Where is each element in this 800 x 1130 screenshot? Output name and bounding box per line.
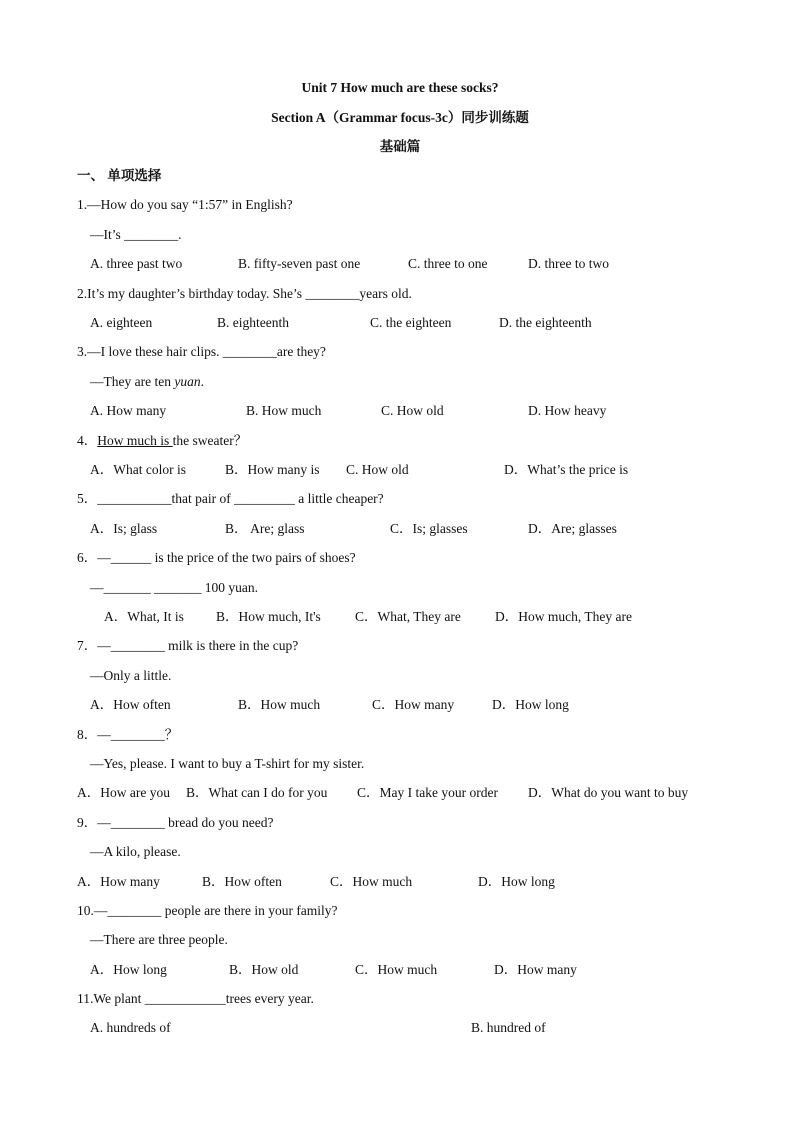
option-d[interactable]: D．How long bbox=[492, 697, 569, 712]
option-c[interactable]: C．How much bbox=[355, 962, 438, 977]
question-stem: 5．___________that pair of _________ a little cheaper? bbox=[77, 491, 384, 506]
option-d[interactable]: D. How heavy bbox=[528, 403, 607, 418]
option-d[interactable]: D. three to two bbox=[528, 256, 609, 271]
option-d[interactable]: D．What’s the price is bbox=[504, 462, 629, 477]
option-a[interactable]: A. three past two bbox=[90, 256, 183, 271]
option-c[interactable]: C. How old bbox=[381, 403, 444, 418]
option-d[interactable]: D．How much, They are bbox=[495, 609, 632, 624]
option-b[interactable]: B．What can I do for you bbox=[186, 785, 328, 800]
question-reply: —It’s ________. bbox=[90, 227, 182, 242]
question-stem: 8．—________？ bbox=[77, 727, 179, 742]
reply-currency: yuan bbox=[174, 374, 201, 389]
question-stem: 2.It’s my daughter’s birthday today. She’s ________years old. bbox=[77, 286, 412, 301]
question-stem: 10.—________ people are there in your family? bbox=[77, 903, 338, 918]
option-b[interactable]: B．How often bbox=[202, 874, 282, 889]
option-b[interactable]: B. How much bbox=[246, 403, 322, 418]
option-d[interactable]: D．How many bbox=[494, 962, 577, 977]
question-stem: 1.—How do you say “1:57” in English? bbox=[77, 197, 293, 212]
option-c[interactable]: C．Is; glasses bbox=[390, 521, 468, 536]
question-stem: 9．—________ bread do you need? bbox=[77, 815, 274, 830]
option-b[interactable]: B. eighteenth bbox=[217, 315, 289, 330]
option-b[interactable]: B．How many is bbox=[225, 462, 320, 477]
option-c[interactable]: C. the eighteen bbox=[370, 315, 452, 330]
option-a[interactable]: A．What color is bbox=[90, 462, 186, 477]
option-a[interactable]: A. hundreds of bbox=[90, 1020, 171, 1035]
question-stem: 11.We plant ____________trees every year. bbox=[77, 991, 314, 1006]
question-reply: —Only a little. bbox=[90, 668, 172, 683]
question-reply: —Yes, please. I want to buy a T-shirt for my sister. bbox=[90, 756, 365, 771]
option-b[interactable]: B. fifty-seven past one bbox=[238, 256, 361, 271]
option-d[interactable]: D．How long bbox=[478, 874, 555, 889]
level-label: 基础篇 bbox=[379, 139, 421, 154]
option-a[interactable]: A. eighteen bbox=[90, 315, 153, 330]
stem-number: 4． bbox=[77, 433, 98, 448]
option-c[interactable]: C．May I take your order bbox=[357, 785, 498, 800]
option-b[interactable]: B．How much, It's bbox=[216, 609, 321, 624]
option-d[interactable]: D．What do you want to buy bbox=[528, 785, 689, 800]
option-a[interactable]: A. How many bbox=[90, 403, 167, 418]
option-a[interactable]: A．How are you bbox=[77, 785, 170, 800]
option-b[interactable]: B． Are; glass bbox=[225, 521, 305, 536]
option-b[interactable]: B．How much bbox=[238, 697, 321, 712]
option-a[interactable]: A．How long bbox=[90, 962, 167, 977]
option-a[interactable]: A．What, It is bbox=[104, 609, 184, 624]
option-c[interactable]: C．How many bbox=[372, 697, 455, 712]
stem-rest: the sweater？ bbox=[172, 433, 248, 448]
section-heading: 一、 单项选择 bbox=[77, 168, 162, 183]
option-a[interactable]: A．How many bbox=[77, 874, 160, 889]
option-c[interactable]: C. three to one bbox=[408, 256, 488, 271]
option-d[interactable]: D. the eighteenth bbox=[499, 315, 592, 330]
stem-underlined: How much is bbox=[97, 433, 173, 448]
option-c[interactable]: C. How old bbox=[346, 462, 409, 477]
question-reply: —A kilo, please. bbox=[90, 844, 181, 859]
question-reply: —There are three people. bbox=[90, 932, 228, 947]
option-c[interactable]: C．What, They are bbox=[355, 609, 461, 624]
document-subtitle: Section A（Grammar focus-3c）同步训练题 bbox=[271, 110, 529, 125]
option-a[interactable]: A．Is; glass bbox=[90, 521, 158, 536]
option-a[interactable]: A．How often bbox=[90, 697, 171, 712]
question-reply bbox=[90, 374, 204, 390]
reply-end: . bbox=[200, 374, 204, 389]
option-d[interactable]: D．Are; glasses bbox=[528, 521, 617, 536]
question-reply: —_______ _______ 100 yuan. bbox=[90, 580, 258, 595]
reply-text: —They are ten bbox=[90, 374, 175, 389]
question-stem: 6．—______ is the price of the two pairs of shoes? bbox=[77, 550, 356, 565]
question-stem: 7．—________ milk is there in the cup? bbox=[77, 638, 299, 653]
document-title: Unit 7 How much are these socks? bbox=[301, 80, 499, 95]
option-c[interactable]: C．How much bbox=[330, 874, 413, 889]
question-stem bbox=[77, 433, 247, 449]
option-b[interactable]: B．How old bbox=[229, 962, 299, 977]
question-stem: 3.—I love these hair clips. ________are they? bbox=[77, 344, 326, 359]
option-b[interactable]: B. hundred of bbox=[471, 1020, 546, 1035]
